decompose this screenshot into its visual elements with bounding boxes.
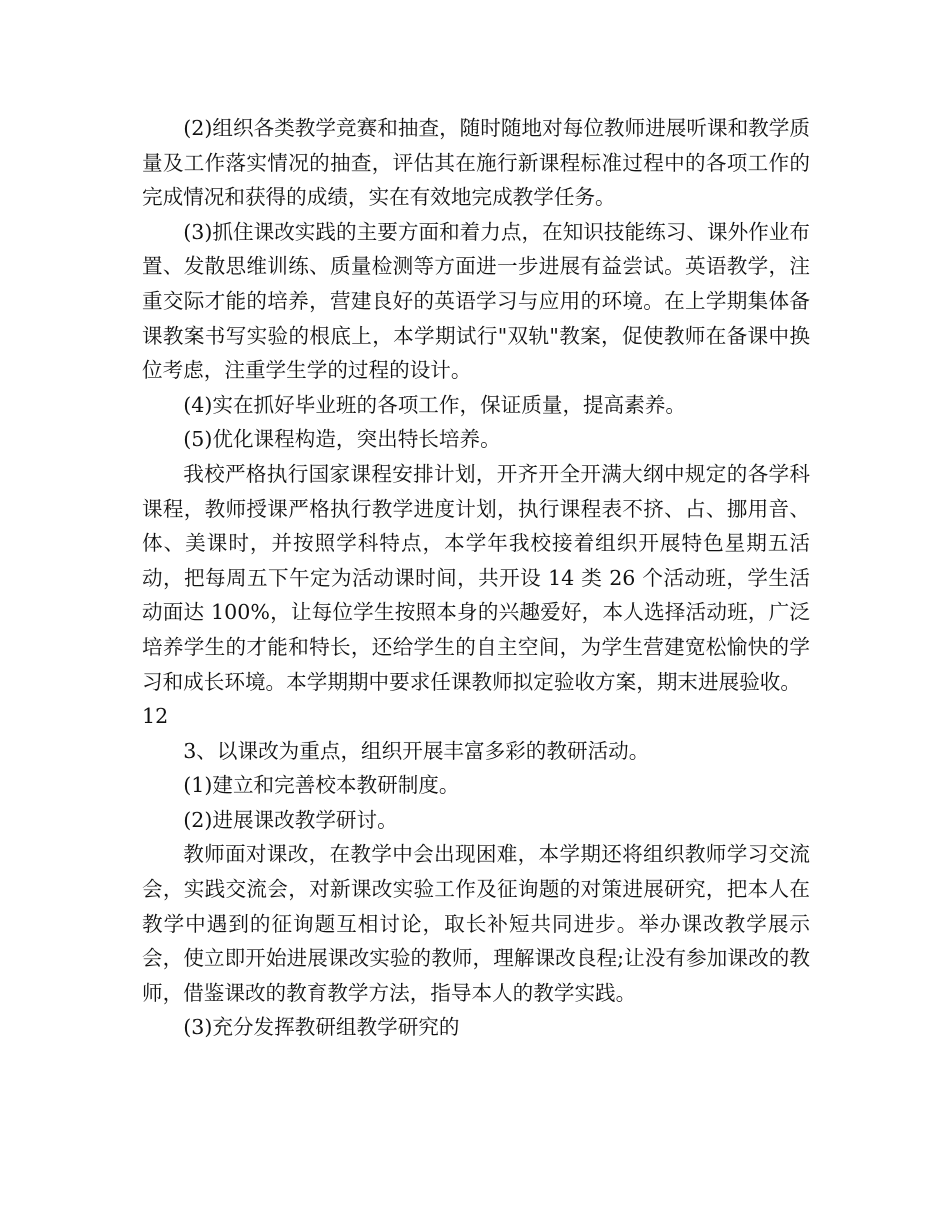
paragraph-item-3-research-group: (3)充分发挥教研组教学研究的 (183, 1015, 460, 1040)
paragraph-item-1-research-system: (1)建立和完善校本教研制度。 (183, 773, 460, 798)
paragraph-item-4-graduating-class: (4)实在抓好毕业班的各项工作，保证质量，提高素养。 (183, 392, 687, 417)
document-page (142, 111, 810, 1045)
paragraph-school-curriculum: 我校严格执行国家课程安排计划，开齐开全开满大纲中规定的各学科课程，教师授课严格执行教学进度计划，执行课程表不挤、占、挪用音、体、美课时，并按照学科特点，本学年我校接着组织开展特色星期五活动，把每周五下午定为活动课时间，共开设 14 类 26 个活动班，学生活动面达 100%，让每位学生按照本身的兴趣爱好，本人选择活动班，广泛培养学生的才能和特长，还给学生的自主空间，为学生营建宽松愉快的学习和成长环境。本学期期中要求任课教师拟定验收方案，期末进展验收。 (142, 461, 810, 694)
paragraph-item-3-curriculum-reform: (3)抓住课改实践的主要方面和着力点，在知识技能练习、课外作业布置、发散思维训练、质量检测等方面进一步进展有益尝试。英语教学，注重交际才能的培养，营建良好的英语学习与应用的环境。在上学期集体备课教案书写实验的根底上，本学期试行"双轨"教案，促使教师在备课中换位考虑，注重学生学的过程的设计。 (142, 219, 810, 383)
section-heading-3-research-activities: 3、以课改为重点，组织开展丰富多彩的教研活动。 (183, 738, 650, 763)
page-number: 12 (142, 704, 169, 729)
paragraph-teacher-reform: 教师面对课改，在教学中会出现困难，本学期还将组织教师学习交流会，实践交流会，对新课改实验工作及征询题的对策进展研究，把本人在教学中遇到的征询题互相讨论，取长补短共同进步。举办课改教学展示会，使立即开始进展课改实验的教师，理解课改良程;让没有参加课改的教师，借鉴课改的教育教学方法，指导本人的教学实践。 (142, 842, 810, 1005)
paragraph-item-2-competitions: (2)组织各类教学竞赛和抽查，随时随地对每位教师进展听课和教学质量及工作落实情况的抽查，评估其在施行新课程标准过程中的各项工作的完成情况和获得的成绩，实在有效地完成教学任务。 (142, 116, 810, 210)
paragraph-item-5-course-structure: (5)优化课程构造，突出特长培养。 (183, 427, 501, 452)
paragraph-item-2-teaching-seminar: (2)进展课改教学研讨。 (183, 807, 398, 832)
